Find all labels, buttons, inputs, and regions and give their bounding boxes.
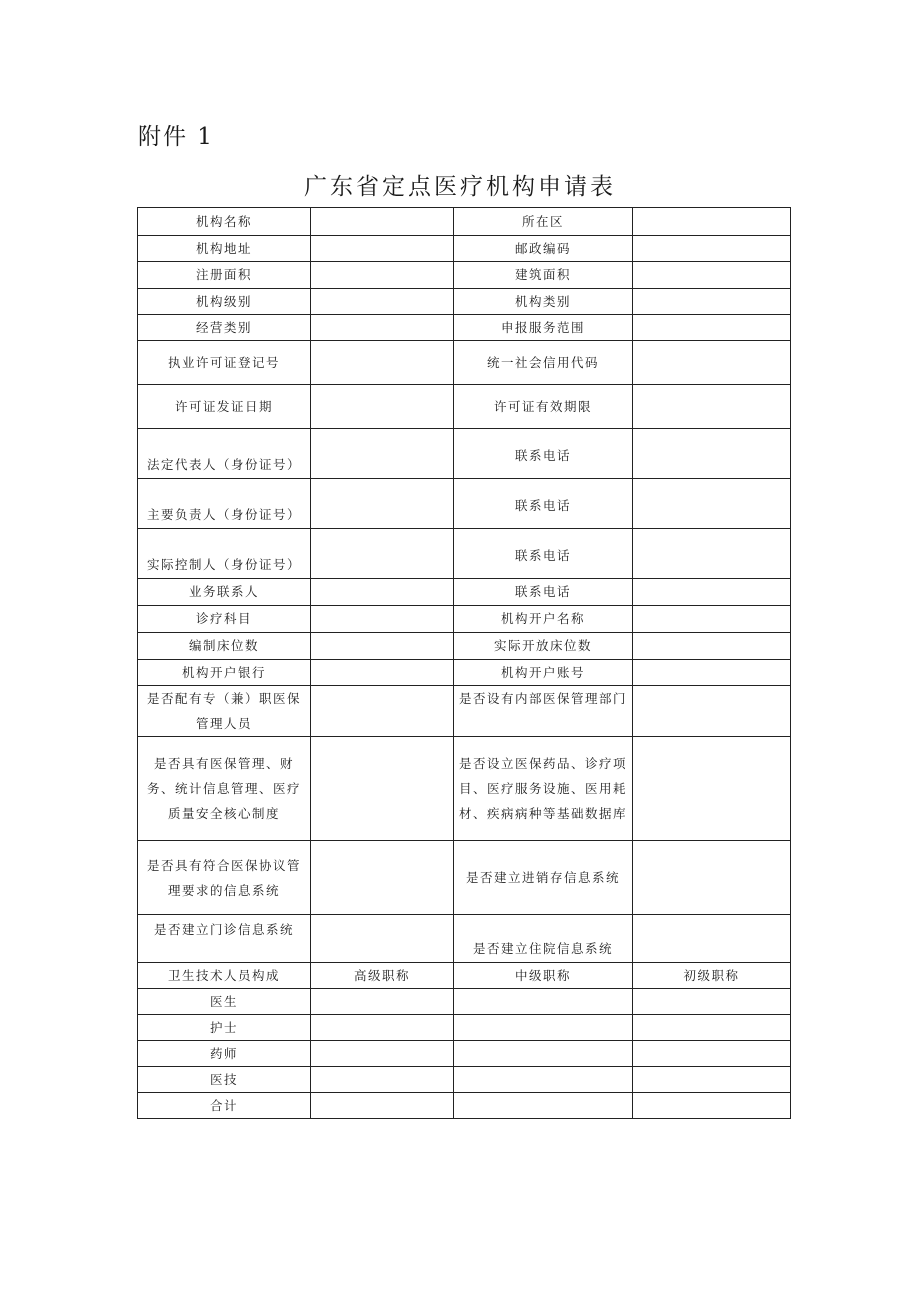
form-row xyxy=(138,208,791,236)
input-info-system[interactable] xyxy=(311,841,454,915)
form-row xyxy=(138,737,791,841)
input-inventory-system[interactable] xyxy=(633,841,791,915)
input-license-number[interactable] xyxy=(311,341,454,385)
form-title: 广东省定点医疗机构申请表 xyxy=(304,174,616,200)
input-controller-phone[interactable] xyxy=(633,529,791,579)
input-institution-name[interactable] xyxy=(311,208,454,236)
input-outpatient-system[interactable] xyxy=(311,915,454,963)
form-row xyxy=(138,262,791,289)
input-open-beds[interactable] xyxy=(633,633,791,660)
field-label: 所在区 xyxy=(454,208,633,236)
input-institution-address[interactable] xyxy=(311,236,454,262)
field-label: 机构开户名称 xyxy=(454,606,633,633)
input-service-scope[interactable] xyxy=(633,315,791,341)
staff-row-label: 医技 xyxy=(138,1067,311,1093)
input-staff-cell[interactable] xyxy=(454,1067,633,1093)
field-label: 是否设立医保药品、诊疗项目、医疗服务设施、医用耗材、疾病病种等基础数据库 xyxy=(454,737,633,841)
field-label: 诊疗科目 xyxy=(138,606,311,633)
input-business-contact-phone[interactable] xyxy=(633,579,791,606)
form-row xyxy=(138,633,791,660)
input-staff-cell[interactable] xyxy=(454,989,633,1015)
input-staff-cell[interactable] xyxy=(311,1067,454,1093)
input-insurance-dept[interactable] xyxy=(633,686,791,737)
field-label: 实际控制人（身份证号） xyxy=(138,529,311,579)
input-account-name[interactable] xyxy=(633,606,791,633)
staff-header-row xyxy=(138,963,791,989)
field-label: 是否建立门诊信息系统 xyxy=(138,915,311,963)
input-postal-code[interactable] xyxy=(633,236,791,262)
form-row xyxy=(138,315,791,341)
field-label: 建筑面积 xyxy=(454,262,633,289)
field-label: 法定代表人（身份证号） xyxy=(138,429,311,479)
field-label: 机构类别 xyxy=(454,289,633,315)
staff-row-label: 合计 xyxy=(138,1093,311,1119)
field-label: 实际开放床位数 xyxy=(454,633,633,660)
form-row xyxy=(138,236,791,262)
input-staff-cell[interactable] xyxy=(633,1015,791,1041)
input-staff-cell[interactable] xyxy=(311,1093,454,1119)
field-label: 是否设有内部医保管理部门 xyxy=(454,686,633,737)
form-row xyxy=(138,660,791,686)
input-staff-cell[interactable] xyxy=(311,1015,454,1041)
input-legal-rep-phone[interactable] xyxy=(633,429,791,479)
staff-row xyxy=(138,989,791,1015)
staff-header: 卫生技术人员构成 xyxy=(138,963,311,989)
input-business-contact[interactable] xyxy=(311,579,454,606)
staff-row xyxy=(138,1041,791,1067)
field-label: 是否具有医保管理、财务、统计信息管理、医疗质量安全核心制度 xyxy=(138,737,311,841)
field-label: 联系电话 xyxy=(454,529,633,579)
staff-header: 中级职称 xyxy=(454,963,633,989)
form-row xyxy=(138,841,791,915)
input-staff-cell[interactable] xyxy=(454,1041,633,1067)
form-row xyxy=(138,915,791,963)
field-label: 经营类别 xyxy=(138,315,311,341)
application-form-table xyxy=(137,207,791,1119)
form-row xyxy=(138,606,791,633)
input-management-systems[interactable] xyxy=(311,737,454,841)
field-label: 机构地址 xyxy=(138,236,311,262)
form-row xyxy=(138,341,791,385)
field-label: 机构级别 xyxy=(138,289,311,315)
field-label: 统一社会信用代码 xyxy=(454,341,633,385)
field-label: 注册面积 xyxy=(138,262,311,289)
input-license-validity[interactable] xyxy=(633,385,791,429)
attachment-label: 附件 1 xyxy=(138,124,214,150)
input-insurance-staff[interactable] xyxy=(311,686,454,737)
input-building-area[interactable] xyxy=(633,262,791,289)
input-planned-beds[interactable] xyxy=(311,633,454,660)
field-label: 机构开户银行 xyxy=(138,660,311,686)
field-label: 业务联系人 xyxy=(138,579,311,606)
form-row xyxy=(138,579,791,606)
field-label: 是否配有专（兼）职医保管理人员 xyxy=(138,686,311,737)
input-principal-phone[interactable] xyxy=(633,479,791,529)
form-row xyxy=(138,479,791,529)
input-account-number[interactable] xyxy=(633,660,791,686)
field-label: 机构名称 xyxy=(138,208,311,236)
staff-header: 初级职称 xyxy=(633,963,791,989)
input-staff-cell[interactable] xyxy=(311,989,454,1015)
field-label: 执业许可证登记号 xyxy=(138,341,311,385)
input-district[interactable] xyxy=(633,208,791,236)
staff-row-label: 护士 xyxy=(138,1015,311,1041)
input-staff-cell[interactable] xyxy=(633,989,791,1015)
field-label: 许可证有效期限 xyxy=(454,385,633,429)
field-label: 是否具有符合医保协议管理要求的信息系统 xyxy=(138,841,311,915)
form-row xyxy=(138,529,791,579)
input-license-issue-date[interactable] xyxy=(311,385,454,429)
input-inpatient-system[interactable] xyxy=(633,915,791,963)
input-staff-cell[interactable] xyxy=(311,1041,454,1067)
input-institution-level[interactable] xyxy=(311,289,454,315)
input-credit-code[interactable] xyxy=(633,341,791,385)
field-label: 联系电话 xyxy=(454,479,633,529)
form-row xyxy=(138,289,791,315)
input-business-category[interactable] xyxy=(311,315,454,341)
input-principal-id[interactable] xyxy=(311,479,454,529)
input-staff-cell[interactable] xyxy=(633,1041,791,1067)
staff-row xyxy=(138,1093,791,1119)
field-label: 是否建立进销存信息系统 xyxy=(454,841,633,915)
form-row xyxy=(138,429,791,479)
field-label: 主要负责人（身份证号） xyxy=(138,479,311,529)
field-label: 联系电话 xyxy=(454,429,633,479)
input-staff-cell[interactable] xyxy=(633,1093,791,1119)
field-label: 是否建立住院信息系统 xyxy=(454,915,633,963)
input-staff-cell[interactable] xyxy=(454,1015,633,1041)
input-registered-area[interactable] xyxy=(311,262,454,289)
field-label: 编制床位数 xyxy=(138,633,311,660)
input-medical-subjects[interactable] xyxy=(311,606,454,633)
input-institution-category[interactable] xyxy=(633,289,791,315)
input-bank[interactable] xyxy=(311,660,454,686)
field-label: 许可证发证日期 xyxy=(138,385,311,429)
input-staff-cell[interactable] xyxy=(454,1093,633,1119)
form-row xyxy=(138,385,791,429)
input-controller-id[interactable] xyxy=(311,529,454,579)
staff-header: 高级职称 xyxy=(311,963,454,989)
staff-row-label: 医生 xyxy=(138,989,311,1015)
input-legal-rep-id[interactable] xyxy=(311,429,454,479)
staff-row xyxy=(138,1067,791,1093)
field-label: 联系电话 xyxy=(454,579,633,606)
staff-row xyxy=(138,1015,791,1041)
input-base-databases[interactable] xyxy=(633,737,791,841)
staff-row-label: 药师 xyxy=(138,1041,311,1067)
input-staff-cell[interactable] xyxy=(633,1067,791,1093)
field-label: 邮政编码 xyxy=(454,236,633,262)
form-row xyxy=(138,686,791,737)
field-label: 申报服务范围 xyxy=(454,315,633,341)
field-label: 机构开户账号 xyxy=(454,660,633,686)
